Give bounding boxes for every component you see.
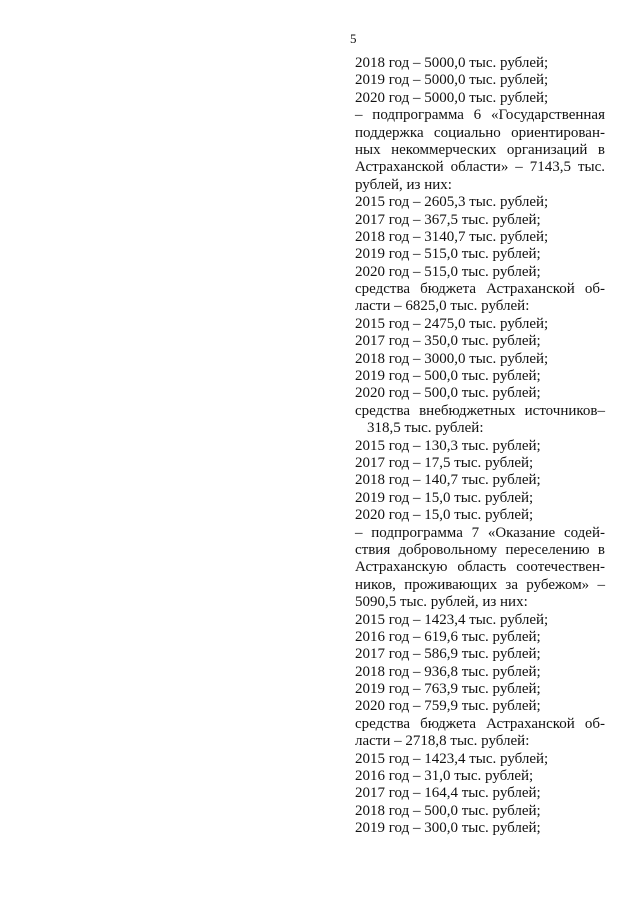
text-line: 2019 год – 15,0 тыс. рублей; xyxy=(355,489,534,506)
text-line: 2018 год – 3140,7 тыс. рублей; xyxy=(355,228,549,245)
text-line: 2020 год – 5000,0 тыс. рублей; xyxy=(355,89,549,106)
text-line: 2018 год – 3000,0 тыс. рублей; xyxy=(355,350,549,367)
text-line: 2018 год – 500,0 тыс. рублей; xyxy=(355,802,541,819)
text-line: средства внебюджетных источников– xyxy=(355,402,605,419)
text-line: 2015 год – 2605,3 тыс. рублей; xyxy=(355,194,549,211)
text-line: 2017 год – 350,0 тыс. рублей; xyxy=(355,333,541,350)
text-line: Астраханской области» – 7143,5 тыс. xyxy=(355,159,605,176)
text-line: – подпрограмма 7 «Оказание содей- xyxy=(355,524,605,541)
text-line: рублей, из них: xyxy=(355,176,452,193)
text-line: 2017 год – 586,9 тыс. рублей; xyxy=(355,646,541,663)
text-line: ласти – 6825,0 тыс. рублей: xyxy=(355,298,530,315)
text-line: средства бюджета Астраханской об- xyxy=(355,281,605,298)
text-line: 2016 год – 31,0 тыс. рублей; xyxy=(355,768,534,785)
text-line: 2017 год – 164,4 тыс. рублей; xyxy=(355,785,541,802)
text-line: 2015 год – 130,3 тыс. рублей; xyxy=(355,437,541,454)
text-line: 2015 год – 2475,0 тыс. рублей; xyxy=(355,315,549,332)
text-line: 2018 год – 140,7 тыс. рублей; xyxy=(355,472,541,489)
text-line: 2020 год – 500,0 тыс. рублей; xyxy=(355,385,541,402)
text-line: ников, проживающих за рубежом» – xyxy=(355,576,605,593)
text-line: 2017 год – 367,5 тыс. рублей; xyxy=(355,211,541,228)
text-line: 2020 год – 515,0 тыс. рублей; xyxy=(355,263,541,280)
text-line: ных некоммерческих организаций в xyxy=(355,141,605,158)
text-line: 2019 год – 763,9 тыс. рублей; xyxy=(355,681,541,698)
text-line: 2015 год – 1423,4 тыс. рублей; xyxy=(355,611,549,628)
text-line: средства бюджета Астраханской об- xyxy=(355,715,605,732)
text-line: 2017 год – 17,5 тыс. рублей; xyxy=(355,454,534,471)
text-line: ствия добровольному переселению в xyxy=(355,541,605,558)
text-line: 5090,5 тыс. рублей, из них: xyxy=(355,594,528,611)
text-line: 2016 год – 619,6 тыс. рублей; xyxy=(355,628,541,645)
text-line: 318,5 тыс. рублей: xyxy=(367,420,484,437)
text-line: 2020 год – 759,9 тыс. рублей; xyxy=(355,698,541,715)
text-line: 2019 год – 515,0 тыс. рублей; xyxy=(355,246,541,263)
text-line: ласти – 2718,8 тыс. рублей: xyxy=(355,733,530,750)
text-line: 2019 год – 300,0 тыс. рублей; xyxy=(355,820,541,837)
text-line: 2015 год – 1423,4 тыс. рублей; xyxy=(355,750,549,767)
text-line: – подпрограмма 6 «Государственная xyxy=(355,107,605,124)
text-line: 2018 год – 5000,0 тыс. рублей; xyxy=(355,55,549,71)
text-line: 2020 год – 15,0 тыс. рублей; xyxy=(355,507,534,524)
text-column xyxy=(355,55,605,838)
text-line: поддержка социально ориентирован- xyxy=(355,124,605,141)
text-line: 2019 год – 5000,0 тыс. рублей; xyxy=(355,72,549,89)
text-line: 2019 год – 500,0 тыс. рублей; xyxy=(355,368,541,385)
text-line: 2018 год – 936,8 тыс. рублей; xyxy=(355,663,541,680)
page-number: 5 xyxy=(350,31,357,46)
text-line: Астраханскую область соотечествен- xyxy=(355,559,605,576)
